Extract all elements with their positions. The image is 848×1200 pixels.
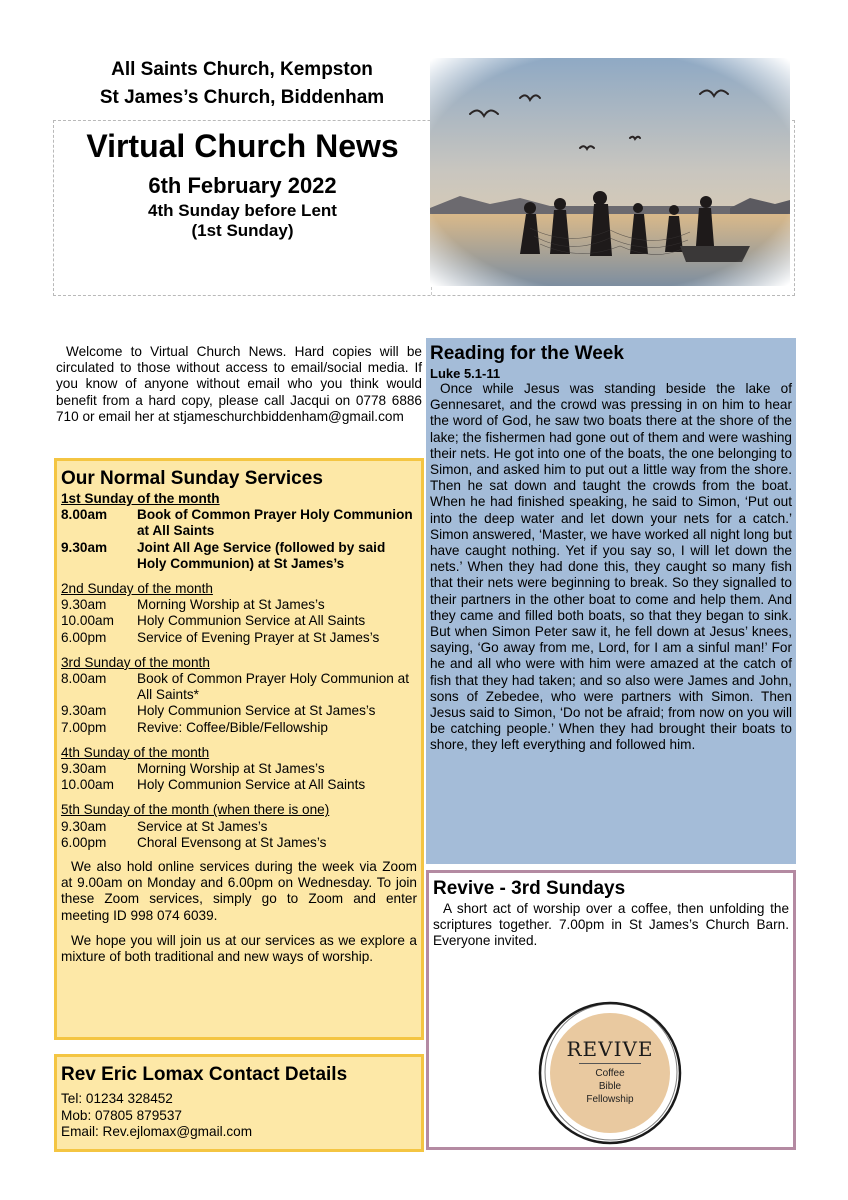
service-time: 9.30am bbox=[61, 818, 107, 834]
service-time: 9.30am bbox=[61, 761, 107, 777]
service-row bbox=[61, 671, 417, 703]
service-group-2nd-sunday bbox=[61, 581, 417, 646]
fishermen-photo bbox=[430, 58, 790, 286]
service-description: Book of Common Prayer Holy Communion at All Saints* bbox=[137, 671, 409, 703]
service-row bbox=[61, 835, 417, 851]
service-time: 10.00am bbox=[61, 613, 114, 629]
issue-date: 6th February 2022 bbox=[148, 173, 337, 198]
service-description: Service at St James’s bbox=[137, 818, 268, 834]
revive-logo-bible: Bible bbox=[598, 1081, 622, 1092]
reading-box bbox=[426, 338, 796, 864]
service-row bbox=[61, 630, 417, 646]
services-closing-note: We hope you will join us at our services as we explore a mixture of both traditional and new ways of worship. bbox=[61, 932, 417, 965]
service-group-3rd-sunday bbox=[61, 655, 417, 736]
contact-email: Email: Rev.ejlomax@gmail.com bbox=[61, 1124, 253, 1139]
service-time: 8.00am bbox=[61, 507, 108, 523]
liturgical-day-note: (1st Sunday) bbox=[191, 221, 294, 240]
masthead bbox=[54, 125, 431, 241]
contact-mobile: Mob: 07805 879537 bbox=[61, 1107, 182, 1123]
revive-logo bbox=[525, 995, 695, 1145]
service-time: 8.00am bbox=[61, 671, 107, 687]
service-group-title: 3rd Sunday of the month bbox=[61, 654, 210, 670]
fishermen-photo-illustration bbox=[430, 58, 790, 286]
service-time: 6.00pm bbox=[61, 629, 107, 645]
service-group-4th-sunday bbox=[61, 745, 417, 794]
church-name-all-saints: All Saints Church, Kempston bbox=[111, 59, 373, 80]
service-group-title: 5th Sunday of the month (when there is one) bbox=[61, 802, 330, 818]
service-group-title: 1st Sunday of the month bbox=[61, 491, 220, 506]
service-row bbox=[61, 540, 417, 572]
contact-heading: Rev Eric Lomax Contact Details bbox=[61, 1064, 348, 1085]
service-group-title: 2nd Sunday of the month bbox=[61, 581, 213, 597]
service-description: Revive: Coffee/Bible/Fellowship bbox=[137, 719, 328, 735]
service-description: Joint All Age Service (followed by said Holy Communion) at St James’s bbox=[137, 539, 386, 571]
sunday-services-box bbox=[54, 458, 424, 1040]
service-group-5th-sunday bbox=[61, 802, 417, 851]
service-row bbox=[61, 761, 417, 777]
service-row bbox=[61, 597, 417, 613]
revive-logo-rule bbox=[579, 1063, 641, 1064]
revive-description: A short act of worship over a coffee, then unfolding the scriptures together. 7.00pm in St James’s Church Barn. Everyone invited. bbox=[433, 901, 789, 949]
service-description: Service of Evening Prayer at St James’s bbox=[137, 629, 380, 645]
revive-logo-coffee: Coffee bbox=[595, 1068, 625, 1079]
liturgical-day: 4th Sunday before Lent bbox=[148, 201, 337, 220]
church-name-st-james: St James’s Church, Biddenham bbox=[99, 87, 385, 108]
service-row bbox=[61, 819, 417, 835]
online-services-note: We also hold online services during the week via Zoom at 9.00am on Monday and 6.00pm on Wednesday. To join these Zoom services, simply go to Zoom and enter meeting ID 998 074 6039. bbox=[61, 859, 417, 923]
revive-heading: Revive - 3rd Sundays bbox=[433, 878, 626, 899]
reading-heading: Reading for the Week bbox=[430, 343, 624, 364]
service-description: Book of Common Prayer Holy Communion at All Saints bbox=[137, 507, 413, 539]
revive-logo-word: REVIVE bbox=[566, 1037, 654, 1061]
service-row bbox=[61, 720, 417, 736]
service-time: 9.30am bbox=[61, 539, 108, 555]
service-time: 7.00pm bbox=[61, 719, 107, 735]
service-description: Morning Worship at St James’s bbox=[137, 597, 325, 613]
service-description: Holy Communion Service at St James’s bbox=[137, 703, 376, 719]
services-heading: Our Normal Sunday Services bbox=[61, 468, 323, 489]
service-description: Choral Evensong at St James’s bbox=[137, 834, 327, 850]
contact-details-box bbox=[54, 1054, 424, 1152]
revive-box bbox=[426, 870, 796, 1150]
welcome-message: Welcome to Virtual Church News. Hard copies will be circulated to those without access to email/social media. If you know of anyone without email who you think would benefit from a hard copy, please call Jacqui on 0778 6886 710 or email her at stjameschurchbiddenham@gmail.com bbox=[56, 344, 422, 424]
reading-text: Once while Jesus was standing beside the lake of Gennesaret, and the crowd was pressing in on him to hear the word of God, he saw two boats there at the shore of the lake; the fishermen had gone out of them and were washing their nets. He got into one of the boats, the one belonging to Simon, and asked him to put out a little way from the shore. Then he sat down and taught the crowds from the boat. When he had finished speaking, he said to Simon, ‘Put out into the deep water and let down your nets for a catch.’ Simon answered, ‘Master, we have worked all night long but have caught nothing. Yet if you say so, I will let down the nets.’ When they had done this, they caught so many fish that their nets were beginning to break. So they signalled to their partners in the other boat to come and help them. And they came and filled both boats, so that they began to sink. But when Simon Peter saw it, he fell down at Jesus’ knees, saying, ‘Go away from me, Lord, for I am a sinful man!’ For he and all who were with him were amazed at the catch of fish that they had taken; and so also were James and John, sons of Zebedee, who were partners with Simon. Then Jesus said to Simon, ‘Do not be afraid; from now on you will be catching people.’ When they had brought their boats to shore, they left everything and followed him. bbox=[430, 381, 792, 753]
revive-logo-fellowship: Fellowship bbox=[586, 1094, 634, 1105]
service-row bbox=[61, 777, 417, 793]
service-row bbox=[61, 613, 417, 629]
service-time: 9.30am bbox=[61, 597, 107, 613]
service-row bbox=[61, 507, 417, 539]
service-group-title: 4th Sunday of the month bbox=[61, 744, 210, 760]
service-time: 6.00pm bbox=[61, 834, 107, 850]
service-time: 9.30am bbox=[61, 703, 107, 719]
service-description: Morning Worship at St James’s bbox=[137, 761, 325, 777]
revive-logo-badge bbox=[550, 1013, 670, 1133]
service-group-1st-sunday bbox=[61, 491, 417, 572]
newsletter-title: Virtual Church News bbox=[86, 128, 399, 164]
service-row bbox=[61, 703, 417, 719]
service-description: Holy Communion Service at All Saints bbox=[137, 777, 366, 793]
service-description: Holy Communion Service at All Saints bbox=[137, 613, 366, 629]
contact-telephone: Tel: 01234 328452 bbox=[61, 1091, 173, 1106]
service-time: 10.00am bbox=[61, 777, 114, 793]
church-names bbox=[54, 56, 430, 112]
reading-reference: Luke 5.1-11 bbox=[430, 366, 501, 381]
